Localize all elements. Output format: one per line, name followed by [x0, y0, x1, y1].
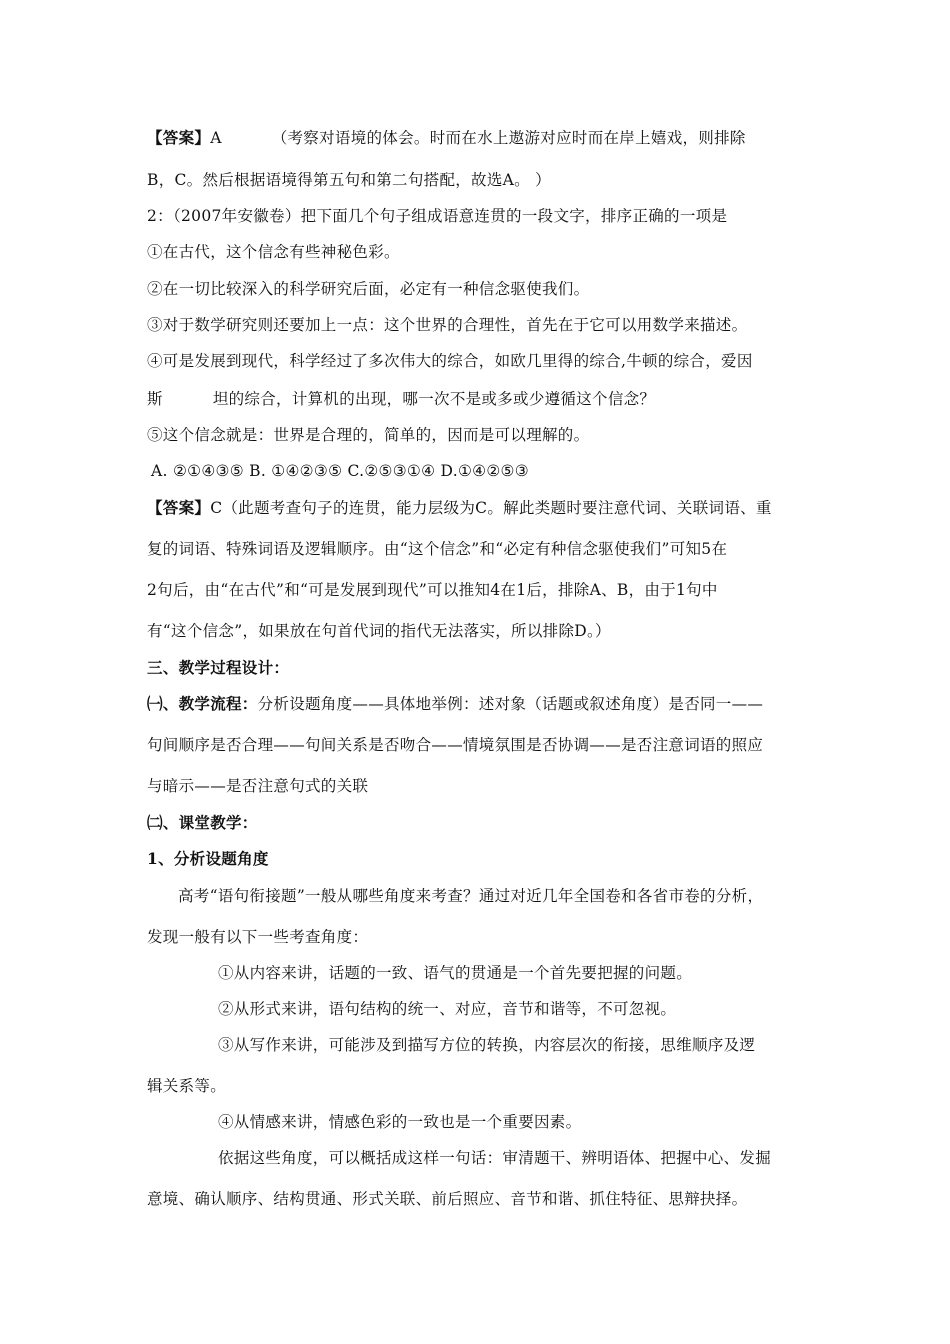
sentence-4: ④可是发展到现代，科学经过了多次伟大的综合，如欧几里得的综合,牛顿的综合，爱因 [147, 352, 753, 370]
teaching-flow-continuation: 句间顺序是否合理——句间关系是否吻合——情境氛围是否协调——是否注意词语的照应 [147, 736, 764, 754]
answer-2-continuation: 有“这个信念”，如果放在句首代词的指代无法落实，所以排除D。） [147, 622, 611, 640]
question-2-stem: 2：（2007年安徽卷）把下面几个句子组成语意连贯的一段文字，排序正确的一项是 [147, 207, 728, 225]
answer-options: A. ②①④③⑤ B. ①④②③⑤ C.②⑤③①④ D.①④②⑤③ [151, 462, 529, 480]
answer-choice: A [210, 129, 222, 147]
subsection-heading: ㈡、课堂教学： [147, 813, 258, 832]
answer-2-continuation: 复的词语、特殊词语及逻辑顺序。由“这个信念”和“必定有种信念驱使我们”可知5在 [147, 540, 728, 558]
teaching-flow-text: 分析设题角度——具体地举例：述对象（话题或叙述角度）是否同一—— [257, 695, 764, 713]
answer-explanation: C（此题考查句子的连贯，能力层级为C。解此类题时要注意代词、关联词语、重 [210, 499, 772, 517]
sentence-1: ①在古代，这个信念有些神秘色彩。 [147, 243, 400, 261]
sentence-2: ②在一切比较深入的科学研究后面，必定有一种信念驱使我们。 [147, 280, 590, 298]
teaching-flow [147, 694, 763, 714]
answer-2-continuation: 2句后，由“在古代”和“可是发展到现代”可以推知4在1后，排除A、B，由于1句中 [147, 581, 718, 599]
angle-4: ④从情感来讲，情感色彩的一致也是一个重要因素。 [218, 1113, 582, 1131]
answer-explanation: （考察对语境的体会。时而在水上遨游对应时而在岸上嬉戏，则排除 [271, 129, 746, 147]
angle-3: ③从写作来讲，可能涉及到描写方位的转换，内容层次的衔接，思维顺序及逻 [218, 1036, 756, 1054]
sentence-4-rest: 坦的综合，计算机的出现，哪一次不是或多或少遵循这个信念？ [212, 390, 656, 408]
angle-2: ②从形式来讲，语句结构的统一、对应，音节和谐等，不可忽视。 [218, 1000, 677, 1018]
sentence-3: ③对于数学研究则还要加上一点：这个世界的合理性，首先在于它可以用数学来描述。 [147, 316, 748, 334]
summary: 依据这些角度，可以概括成这样一句话：审清题干、辨明语体、把握中心、发掘 [218, 1149, 772, 1167]
subsection-heading: ㈠、教学流程： [147, 694, 258, 713]
answer-label: 【答案】 [147, 128, 211, 147]
answer-label: 【答案】 [147, 498, 211, 517]
sentence-5: ⑤这个信念就是：世界是合理的，简单的，因而是可以理解的。 [147, 426, 590, 444]
summary-continuation: 意境、确认顺序、结构贯通、形式关联、前后照应、音节和谐、抓住特征、思辩抉择。 [147, 1190, 748, 1208]
answer-1-line [147, 128, 746, 148]
angle-1: ①从内容来讲，话题的一致、语气的贯通是一个首先要把握的问题。 [218, 964, 693, 982]
teaching-flow-continuation: 与暗示——是否注意句式的关联 [147, 777, 369, 795]
subsection-heading: 1、分析设题角度 [147, 849, 269, 868]
sentence-4-fragment: 斯 [147, 390, 163, 408]
angle-3-continuation: 辑关系等。 [147, 1077, 227, 1095]
sentence-4-continuation [147, 389, 655, 409]
section-heading: 三、教学过程设计： [147, 658, 290, 677]
answer-1-continuation: B，C。然后根据语境得第五句和第二句搭配，故选A。 ） [147, 171, 551, 189]
paragraph-continuation: 发现一般有以下一些考查角度： [147, 928, 369, 946]
paragraph: 高考“语句衔接题”一般从哪些角度来考查？通过对近几年全国卷和各省市卷的分析， [178, 887, 764, 905]
answer-2-line [147, 498, 772, 518]
